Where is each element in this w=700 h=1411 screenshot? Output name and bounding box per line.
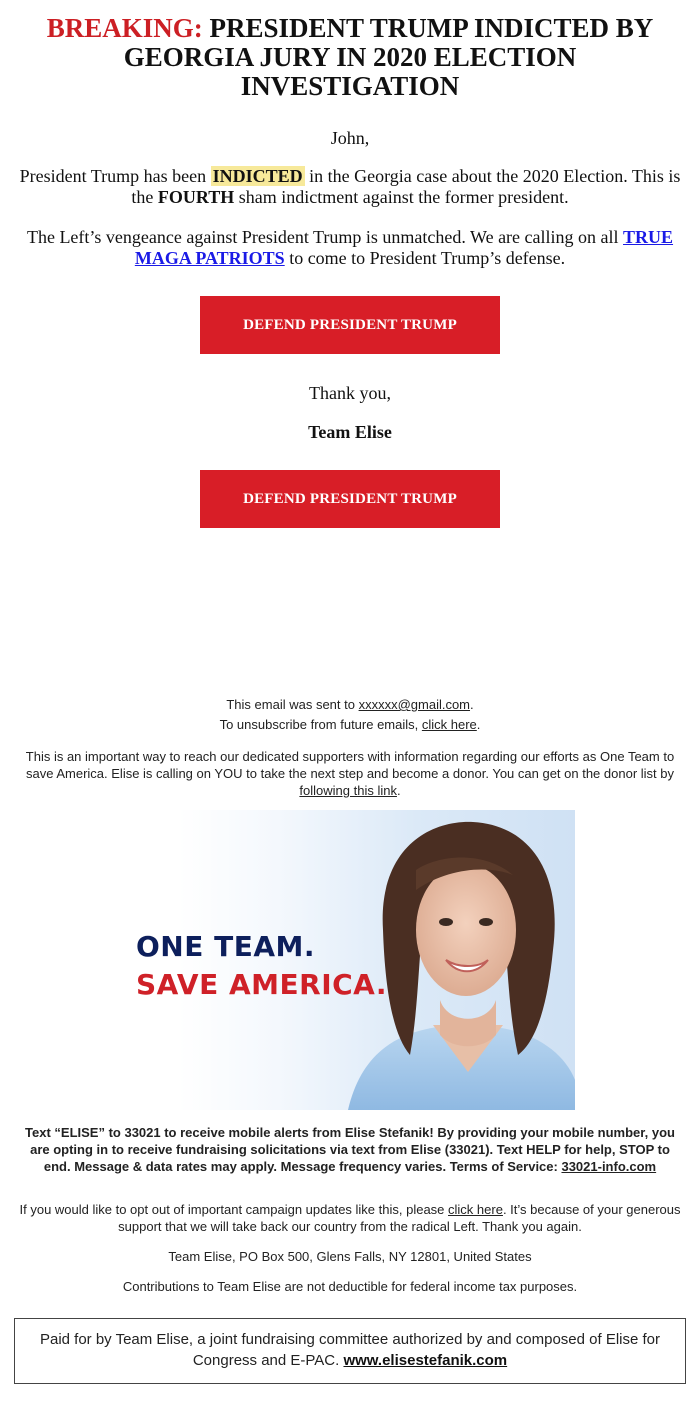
sms-terms-link[interactable]: 33021-info.com (561, 1159, 657, 1174)
headline-breaking: BREAKING: (46, 13, 203, 43)
unsubscribe-line: To unsubscribe from future emails, click here. (219, 717, 481, 732)
optout-paragraph: If you would like to opt out of important campaign updates like this, please click here. It’s because of your generous support that we will take back our country from the radical Left. Thank you again. (19, 1202, 681, 1234)
paid-for-box (14, 1318, 686, 1384)
sms-terms-paragraph: Text “ELISE” to 33021 to receive mobile alerts from Elise Stefanik! By providing your mobile number, you are opting in to receive fundraising solicitations via text from Elise (33021). Text HELP for help, STOP to end. Message & data rates may apply. Message frequency varies. Terms of Service: 33021-info.com (25, 1125, 675, 1174)
unsubscribe-link[interactable]: click here (421, 717, 477, 732)
greeting: John, (330, 128, 370, 148)
website-link[interactable]: www.elisestefanik.com (343, 1352, 508, 1369)
paragraph-indicted: President Trump has been INDICTED in the Georgia case about the 2020 Election. This is the FOURTH sham indictment against the former president. (19, 166, 681, 207)
highlight-indicted: INDICTED (212, 166, 303, 186)
mailing-address: Team Elise, PO Box 500, Glens Falls, NY 12801, United States (168, 1249, 532, 1264)
signoff: Thank you, (309, 383, 391, 403)
sent-to-line: This email was sent to xxxxxx@gmail.com. (226, 697, 474, 712)
bold-fourth: FOURTH (157, 187, 235, 207)
donor-list-link[interactable]: following this link (299, 783, 397, 798)
maga-patriots-link[interactable]: TRUE MAGA PATRIOTS (134, 227, 674, 268)
tax-disclaimer: Contributions to Team Elise are not deductible for federal income tax purposes. (122, 1279, 578, 1294)
banner-line-save-america: SAVE AMERICA. (136, 968, 387, 1001)
donor-paragraph: This is an important way to reach our dedicated supporters with information regarding our efforts as One Team to save America. Elise is calling on YOU to take the next step and become a donor. You can get on the donor list by following this link. (25, 749, 675, 798)
paragraph-patriots: The Left’s vengeance against President Trump is unmatched. We are calling on all TRUE MAGA PATRIOTS to come to President Trump’s defense. (26, 227, 674, 268)
paid-for-text: Paid for by Team Elise, a joint fundraising committee authorized by and composed of Elise for Congress and E-PAC. (39, 1331, 661, 1369)
defend-trump-button-1[interactable]: DEFEND PRESIDENT TRUMP (200, 296, 500, 354)
optout-link[interactable]: click here (448, 1202, 503, 1217)
recipient-email-link[interactable]: xxxxxx@gmail.com (358, 697, 471, 712)
signature: Team Elise (308, 422, 392, 442)
banner-line-one-team: ONE TEAM. (136, 930, 316, 963)
headline-text: PRESIDENT TRUMP INDICTED BY GEORGIA JURY IN 2020 ELECTION INVESTIGATION (123, 13, 654, 101)
headline (20, 14, 680, 101)
defend-trump-button-2[interactable]: DEFEND PRESIDENT TRUMP (200, 470, 500, 528)
